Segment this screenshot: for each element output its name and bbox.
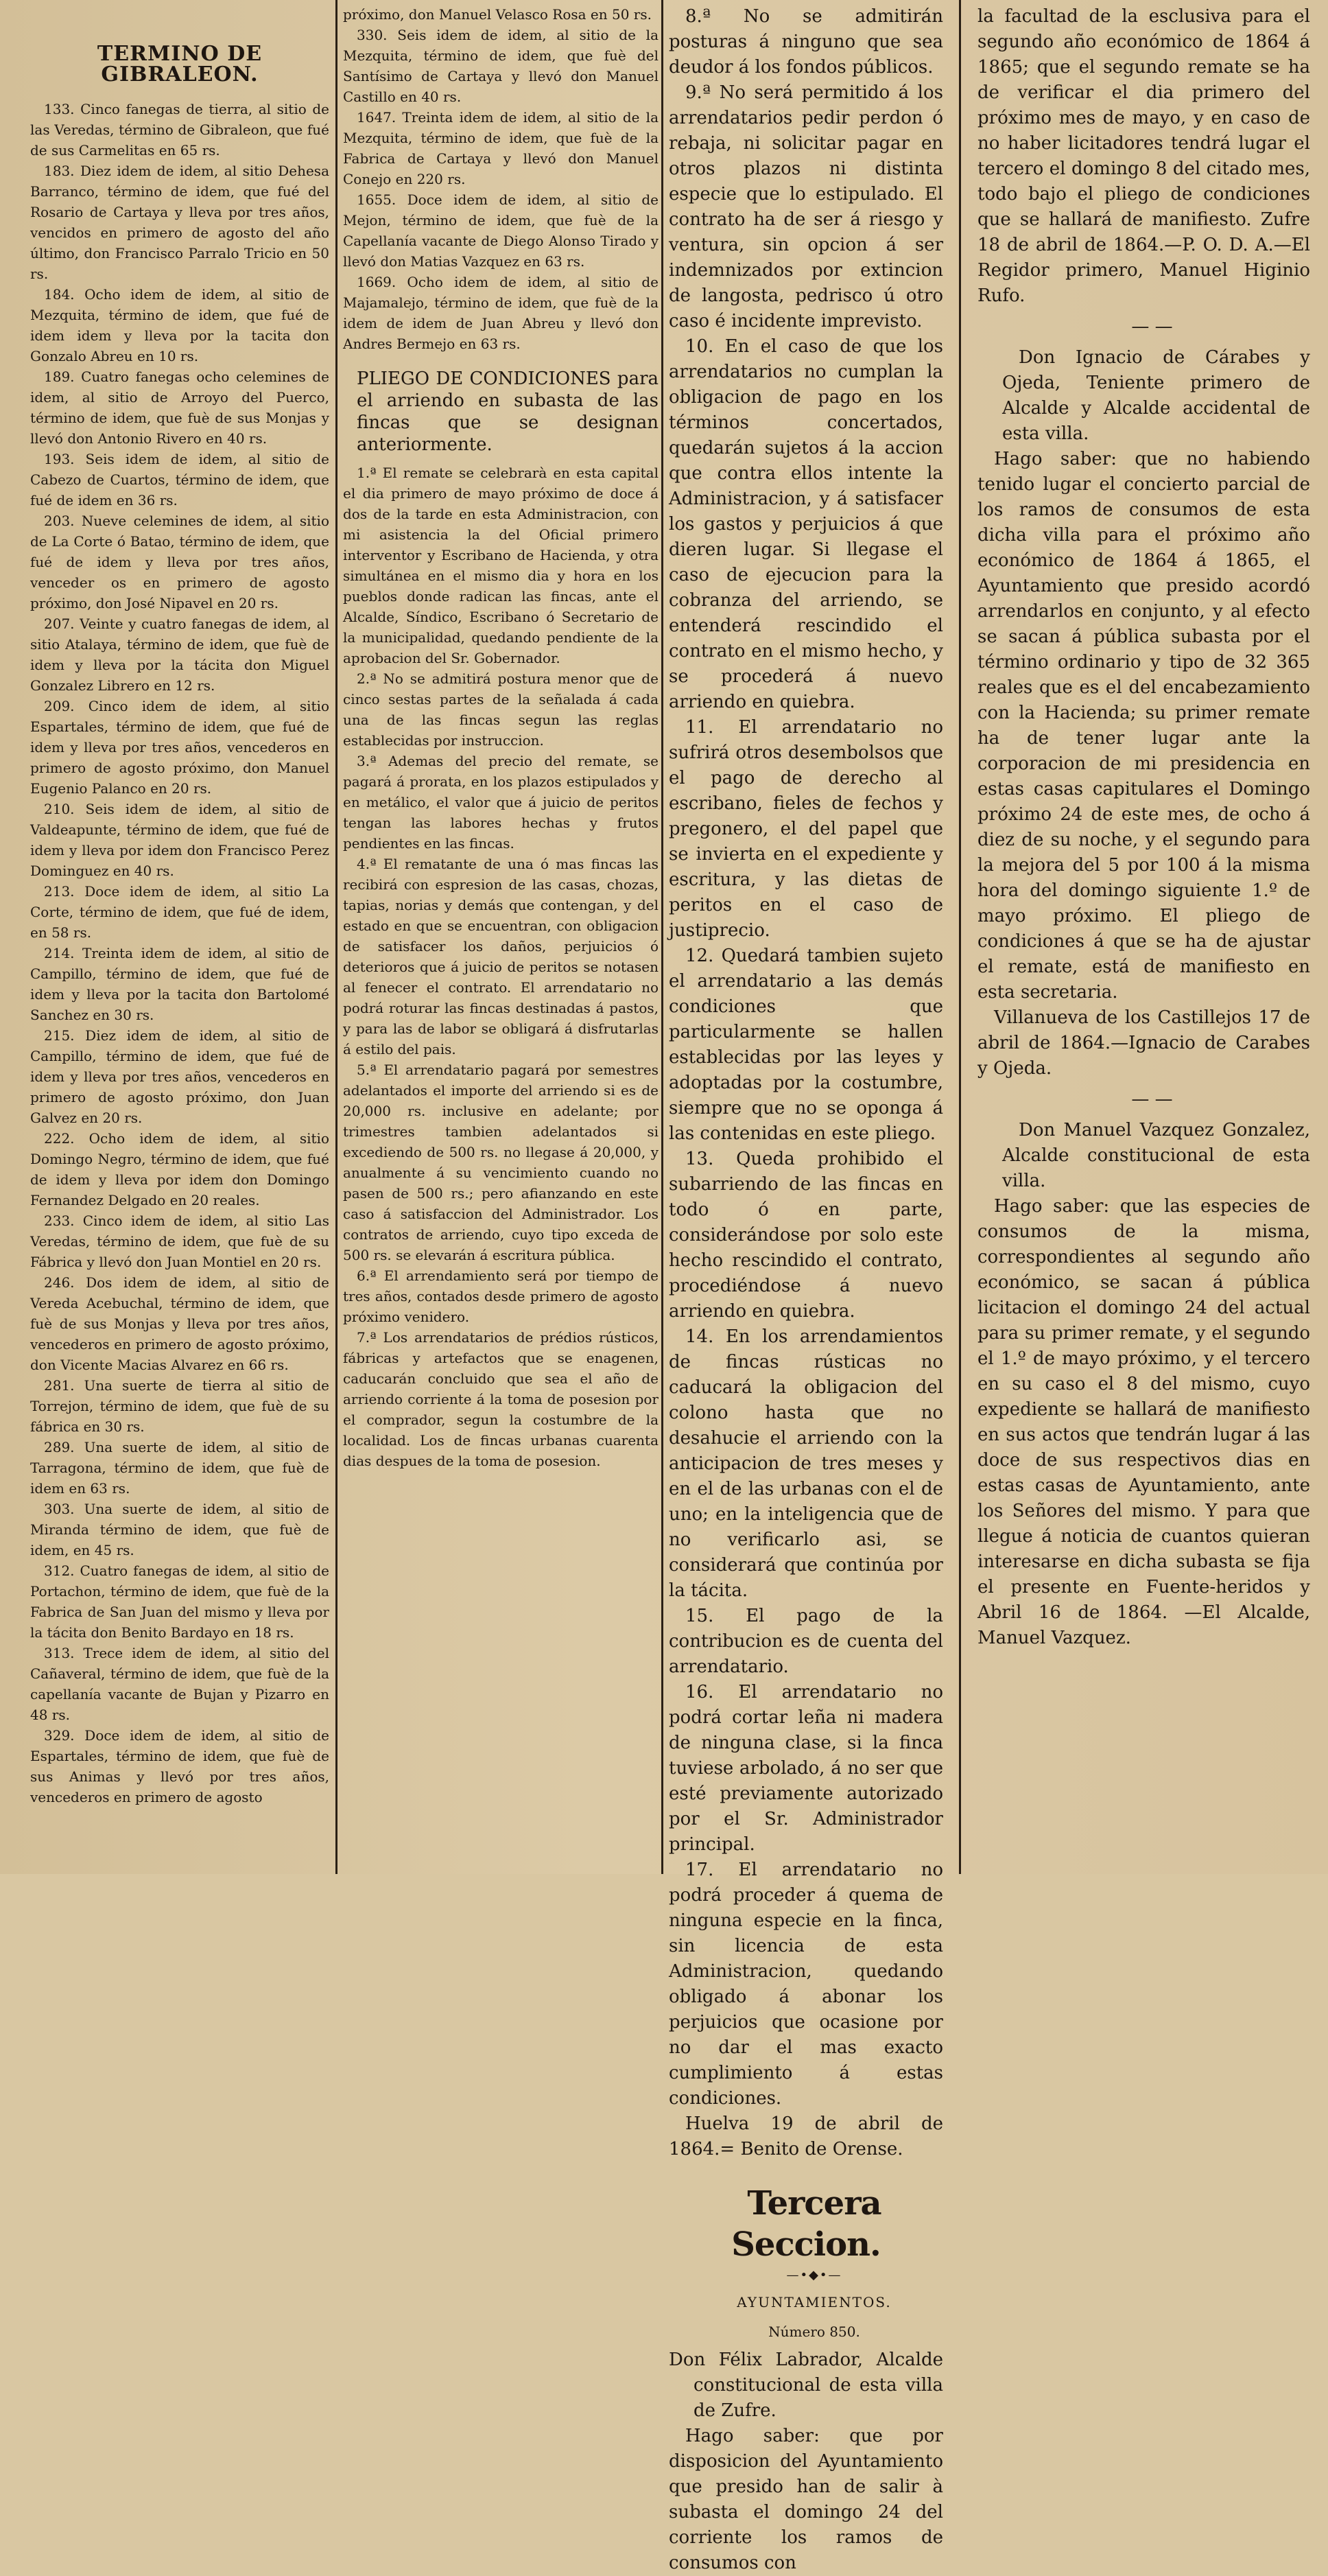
list-item: 303. Una suerte de idem, al sitio de Miranda término de idem, que fuè de idem, en 45 rs. xyxy=(30,1501,329,1558)
list-item: 281. Una suerte de tierra al sitio de Torrejon, término de idem, que fuè de su fábrica en 30 rs. xyxy=(30,1377,329,1435)
list-item: 133. Cinco fanegas de tierra, al sitio de las Veredas, término de Gibraleon, que fué de sus Carmelitas en 65 rs. xyxy=(30,101,329,159)
condition-item: 16. El arrendatario no podrá cortar leña ni madera de ninguna clase, si la finca tuviese arbolado, á no ser que esté previamente autorizado por el Sr. Administrador principal. xyxy=(669,1682,943,1855)
list-item: 1647. Treinta idem de idem, al sitio de la Mezquita, término de idem, que fuè de la Fabrica de Cartaya y llevó don Manuel Conejo en 220 rs. xyxy=(343,109,659,187)
list-item: 213. Doce idem de idem, al sitio La Corte, término de idem, que fué de idem, en 58 rs. xyxy=(30,883,329,941)
list-item: 207. Veinte y cuatro fanegas de idem, al sitio Atalaya, término de idem, que fuè de idem y lleva por la tácita don Miguel Gonzalez Librero en 12 rs. xyxy=(30,616,329,694)
notice-body: Hago saber: que las especies de consumos de la misma, correspondientes al segundo año económico, se sacan á pública licitacion el domingo 24 del actual para su primer remate, y el segundo el 1.º de mayo próximo, y el tercero en su caso el 8 del mismo, cuyo expediente se hallará de manifiesto en sus actos que tendrán lugar á las doce de sus respectivos dias en estas casas de Ayuntamiento, ante los Señores del mismo. Y para que llegue á noticia de cuantos quieran interesarse en dicha subasta se fija el presente en Fuente-heridos y Abril 16 de 1864. —El Alcalde, Manuel Vazquez. xyxy=(977,1196,1310,1648)
list-item: 289. Una suerte de idem, al sitio de Tarragona, término de idem, que fuè de idem en 63 rs. xyxy=(30,1439,329,1497)
condition-item: 10. En el caso de que los arrendatarios no cumplan la obligacion de pago en los términos concertados, quedarán sujetos á la accion que contra ellos intente la Administracion, y á satisfacer los gastos y perjuicios á que dieren lugar. Si llegase el caso de ejecucion para la cobranza del arriendo, se entenderá rescindido el contrato en el mismo hecho, y se procederá á nuevo arriendo en quiebra. xyxy=(669,336,943,712)
list-item: 183. Diez idem de idem, al sitio Dehesa Barranco, término de idem, que fué del Rosario de Cartaya y lleva por tres años, vencidos en primero de agosto del año último, don Francisco Parralo Tricio en 50 rs. xyxy=(30,163,329,282)
list-item: 313. Trece idem de idem, al sitio del Cañaveral, término de idem, que fuè de la capellanía vacante de Bujan y Pizarro en 48 rs. xyxy=(30,1645,329,1723)
condition-item: 13. Queda prohibido el subarriendo de las fincas en todo ó en parte, considerándose por solo este hecho rescindido el contrato, procediéndose á nuevo arriendo en quiebra. xyxy=(669,1149,943,1322)
list-item: 1669. Ocho idem de idem, al sitio de Majamalejo, término de idem, que fuè de la idem de idem de Juan Abreu y llevó don Andres Bermejo en 63 rs. xyxy=(343,274,659,352)
condition-item: 4.ª El rematante de una ó mas fincas las recibirá con espresion de las casas, chozas, tapias, norias y demás que contengan, y del estado en que se encuentran, con obligacion de satisfacer los daños, perjuicios ó deterioros que á juicio de peritos se notasen al fenecer el contrato. El arrendatario no podrá roturar las fincas destinadas á pastos, y para las de labor se obligará á disfrutarlas á estilo del pais. xyxy=(343,856,659,1057)
list-item: 210. Seis idem de idem, al sitio de Valdeapunte, término de idem, que fué de idem y lleva por idem don Francisco Perez Dominguez en 40 rs. xyxy=(30,801,329,879)
list-item: 214. Treinta idem de idem, al sitio de Campillo, término de idem, que fué de idem y lleva por la tacita don Bartolomé Sanchez en 30 rs. xyxy=(30,945,329,1023)
condition-item: 1.ª El remate se celebrarà en esta capital el dia primero de mayo próximo de doce á dos de la tarde en esta Administracion, con mi asistencia la del Oficial primero interventor y Escribano de Hacienda, y otra simultánea en el mismo dia y hora en los pueblos donde radican las fincas, ante el Alcalde, Síndico, Escribano ó Secretario de la municipalidad, quedando pendiente de la aprobacion del Sr. Gobernador. xyxy=(343,465,659,666)
notice-number: Número 850. xyxy=(768,2323,860,2340)
list-item: 215. Diez idem de idem, al sitio de Campillo, término de idem, que fué de idem y lleva por tres años, vencederos en primero de agosto próximo, don Juan Galvez en 20 rs. xyxy=(30,1027,329,1126)
list-item: 246. Dos idem de idem, al sitio de Vereda Acebuchal, término de idem, que fuè de sus Monjas y lleva por tres años, vencederos en primero de agosto próximo, don Vicente Macias Alvarez en 66 rs. xyxy=(30,1274,329,1373)
column-rule xyxy=(959,0,961,1874)
list-item: 193. Seis idem de idem, al sitio de Cabezo de Cuartos, término de idem, que fué de idem en 36 rs. xyxy=(30,451,329,508)
divider: — — xyxy=(1131,1089,1173,1110)
condition-item: 6.ª El arrendamiento será por tiempo de tres años, contados desde primero de agosto próximo venidero. xyxy=(343,1267,659,1325)
column-4 xyxy=(977,4,1310,1874)
list-item: 184. Ocho idem de idem, al sitio de Mezquita, término de idem, que fué de idem idem y lleva por la tacita don Gonzalo Abreu en 10 rs. xyxy=(30,286,329,364)
condition-item: 3.ª Ademas del precio del remate, se pagará á prorata, en los plazos estipulados y en metálico, el valor que á juicio de peritos tengan las labores hechas y frutos pendientes en las fincas. xyxy=(343,753,659,852)
list-item: 329. Doce idem de idem, al sitio de Espartales, término de idem, que fuè de sus Animas y llevó por tres años, vencederos en primero de agosto xyxy=(30,1727,329,1805)
column-rule xyxy=(661,0,663,1874)
list-item: 189. Cuatro fanegas ocho celemines de idem, al sitio de Arroyo del Puerco, término de idem, que fuè de sus Monjas y llevó don Antonio Rivero en 40 rs. xyxy=(30,368,329,447)
signature-line: Huelva 19 de abril de 1864.= Benito de Orense. xyxy=(669,2114,943,2159)
condition-item: 7.ª Los arrendatarios de prédios rústicos, fábricas y artefactos que se enagenen, caducarán concluido que sea el año de arriendo corriente á la toma de posesion por el comprador, segun la costumbre de la localidad. Los de fincas urbanas cuarenta dias despues de la toma de posesion. xyxy=(343,1329,659,1469)
section-heading-gibraleon: TERMINO DE GIBRALEON. xyxy=(97,42,263,86)
condition-item: 11. El arrendatario no sufrirá otros desembolsos que el pago de derecho al escribano, fieles de fechos y pregonero, el del papel que se invierta en el expediente y escritura, y las dietas de peritos en el caso de justiprecio. xyxy=(669,717,943,941)
notice-heading: Don Félix Labrador, Alcalde constitucional de esta villa de Zufre. xyxy=(669,2350,943,2421)
ayuntamientos-heading: AYUNTAMIENTOS. xyxy=(737,2294,892,2310)
section-title: Tercera Seccion. xyxy=(731,2184,881,2264)
signature-line: Villanueva de los Castillejos 17 de abril de 1864.—Ignacio de Carabes y Ojeda. xyxy=(977,1007,1310,1079)
condition-item: 17. El arrendatario no podrá proceder á quema de ninguna especie en la finca, sin licencia de esta Administracion, quedando obligado á abonar los perjuicios que ocasione por no dar el mas exacto cumplimiento á estas condiciones. xyxy=(669,1860,943,2109)
notice-heading: Don Ignacio de Cárabes y Ojeda, Teniente primero de Alcalde y Alcalde accidental de esta villa. xyxy=(1002,347,1310,444)
ornament-divider: —•◆•— xyxy=(786,2268,842,2282)
condition-item: 12. Quedará tambien sujeto el arrendatario a las demás condiciones que particularmente se hallen establecidas por las leyes y adoptadas por la costumbre, siempre que no se oponga á las contenidas en este pliego. xyxy=(669,946,943,1144)
condition-item: 14. En los arrendamientos de fincas rústicas no caducará la obligacion del colono hasta que no desahucie el arriendo con la anticipacion de tres meses y en el de las urbanas con el de uno; en la inteligencia que de no verificarlo asi, se considerará que continúa por la tácita. xyxy=(669,1326,943,1601)
column-rule xyxy=(335,0,337,1874)
notice-body: la facultad de la esclusiva para el segundo año económico de 1864 á 1865; que el segundo remate se ha de verificar el dia primero del próximo mes de mayo, y en caso de no haber licitadores tendrá lugar el tercero el domingo 8 del citado mes, todo bajo el pliego de condiciones que se hallará de manifiesto. Zufre 18 de abril de 1864.—P. O. D. A.—El Regidor primero, Manuel Higinio Rufo. xyxy=(977,6,1310,306)
condition-item: 5.ª El arrendatario pagará por semestres adelantados el importe del arriendo si es de 20,000 rs. inclusive en adelante; por trimestres tambien adelantados si excediendo de 500 rs. no llegase á 20,000, y anualmente á su vencimiento cuando no pasen de 500 rs.; pero afianzando en este caso á satisfaccion del Administrador. Los contratos de arriendo, cuyo tipo exceda de 500 rs. se elevarán á escritura pública. xyxy=(343,1062,659,1263)
notice-heading: Don Manuel Vazquez Gonzalez, Alcalde constitucional de esta villa. xyxy=(1002,1120,1310,1191)
list-item: 312. Cuatro fanegas de idem, al sitio de Portachon, término de idem, que fuè de la Fabrica de San Juan del mismo y lleva por la tácita don Benito Bardayo en 18 rs. xyxy=(30,1562,329,1641)
condition-item: 2.ª No se admitirá postura menor que de cinco sestas partes de la señalada á cada una de las fincas segun las reglas establecidas por instruccion. xyxy=(343,670,659,749)
condition-item: 8.ª No se admitirán posturas á ninguno que sea deudor á los fondos públicos. xyxy=(669,6,943,78)
condition-item: 9.ª No será permitido á los arrendatarios pedir perdon ó rebaja, ni solicitar pagar en otros plazos ni distinta especie que lo estipulado. El contrato ha de ser á riesgo y ventura, sin opcion á ser indemnizados por extincion de langosta, pedrisco ú otro caso é incidente imprevisto. xyxy=(669,82,943,331)
list-item: 1655. Doce idem de idem, al sitio de Mejon, término de idem, que fuè de la Capellanía vacante de Diego Alonso Tirado y llevó don Matias Vazquez en 63 rs. xyxy=(343,191,659,270)
list-item: 222. Ocho idem de idem, al sitio Domingo Negro, término de idem, que fué de idem y lleva por idem don Domingo Fernandez Delgado en 20 reales. xyxy=(30,1130,329,1208)
column-3 xyxy=(669,4,943,2573)
list-item: 209. Cinco idem de idem, al sitio Espartales, término de idem, que fué de idem y lleva por tres años, vencederos en primero de agosto próximo, don Manuel Eugenio Palanco en 20 rs. xyxy=(30,698,329,797)
notice-body: Hago saber: que por disposicion del Ayuntamiento que presido han de salir à subasta el domingo 24 del corriente los ramos de consumos con xyxy=(669,2426,943,2573)
column-2 xyxy=(343,4,659,1874)
list-item: 330. Seis idem de idem, al sitio de la Mezquita, término de idem, que fuè del Santísimo de Cartaya y llevó don Manuel Castillo en 40 rs. xyxy=(343,27,659,105)
divider: — — xyxy=(1131,316,1173,337)
list-item: 233. Cinco idem de idem, al sitio Las Veredas, término de idem, que fuè de su Fábrica y llevó don Juan Montiel en 20 rs. xyxy=(30,1213,329,1270)
list-item: 203. Nueve celemines de idem, al sitio de La Corte ó Batao, término de idem, que fué de idem y lleva por tres años, venceder os en primero de agosto próximo, don José Nipavel en 20 rs. xyxy=(30,513,329,611)
notice-body: Hago saber: que no habiendo tenido lugar el concierto parcial de los ramos de consumos de esta dicha villa para el próximo año económico de 1864 á 1865, el Ayuntamiento que presido acordó arrendarlos en conjunto, y al efecto se sacan á pública subasta por el término ordinario y tipo de 32 365 reales que es el del encabezamiento con la Hacienda; su primer remate ha de tener lugar ante la corporacion de mi presidencia en estas casas capitulares el Domingo próximo 24 de este mes, de ocho á diez de su noche, y el segundo para la mejora del 5 por 100 á la misma hora del domingo siguiente 1.º de mayo próximo. El pliego de condiciones á que se ha de ajustar el remate, está de manifiesto en esta secretaria. xyxy=(977,449,1310,1003)
condition-item: 15. El pago de la contribucion es de cuenta del arrendatario. xyxy=(669,1606,943,1677)
column-1 xyxy=(30,4,329,1874)
list-item: próximo, don Manuel Velasco Rosa en 50 rs. xyxy=(343,6,652,23)
pliego-heading: PLIEGO DE CONDICIONES para el arriendo en subasta de las fincas que se designan anteriormente. xyxy=(357,368,659,455)
